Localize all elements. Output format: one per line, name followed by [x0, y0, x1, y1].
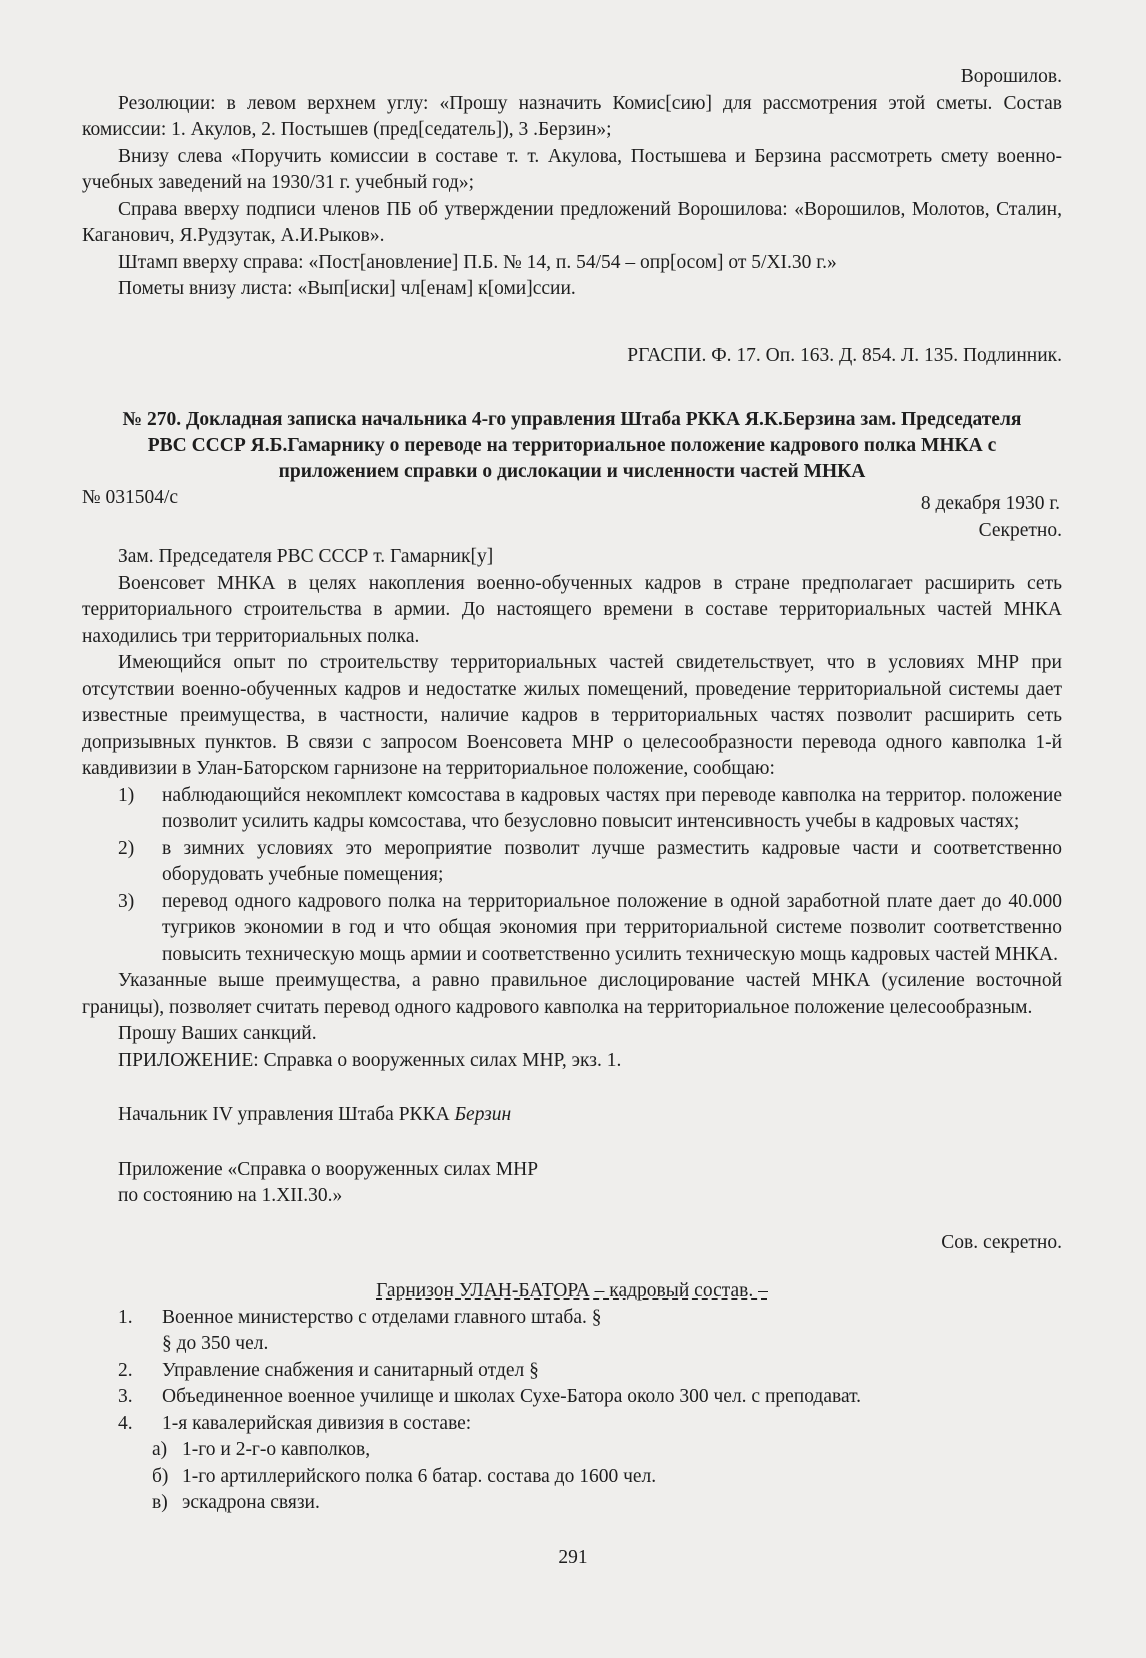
list-item	[82, 1358, 1062, 1385]
bracket-note: § до 350 чел.	[162, 1333, 269, 1354]
resolution-1: Резолюции: в левом верхнем углу: «Прошу назначить Комис[сию] для рассмотрения этой сметы. Состав комиссии: 1. Акулов, 2. Постышев (пред[седатель]), 3 .Берзин»;	[82, 92, 1062, 140]
item-marker: 1.	[118, 1306, 133, 1328]
sub-list-item	[82, 1490, 1062, 1517]
appendix-title-2: по состоянию на 1.XII.30.»	[118, 1185, 343, 1206]
item-text: Военное министерство с отделами главного штаба. §	[162, 1306, 602, 1328]
list-item	[82, 1411, 1062, 1438]
item-text: 1-го артиллерийского полка 6 батар. состава до 1600 чел.	[182, 1465, 657, 1487]
signer-name: Берзин	[454, 1104, 512, 1125]
signature-block	[82, 1102, 1062, 1129]
list-item	[82, 836, 1062, 889]
top-secret-mark: Сов. секретно.	[941, 1231, 1062, 1253]
document-date: 8 декабря 1930 г.	[920, 493, 1060, 514]
item-text: наблюдающийся некомплект комсостава в кадровых частях при переводе кавполка на территор. положение позволит усилить кадры комсостава, что безусловно повысит интенсивность учебы в кадровых частях;	[162, 784, 1062, 832]
points-list	[82, 783, 1062, 969]
list-item	[82, 783, 1062, 836]
appendix-title-1: Приложение «Справка о вооруженных силах МНР	[118, 1158, 539, 1180]
item-marker: б)	[152, 1465, 169, 1487]
resolution-2: Внизу слева «Поручить комиссии в составе т. т. Акулова, Постышева и Берзина рассмотреть смету военно-учебных заведений на 1930/31 г. учебный год»;	[82, 145, 1062, 193]
item-text: перевод одного кадрового полка на территориальное положение в одной заработной плате дает до 40.000 тугриков экономии в год и что общая экономия при территориальной системе позволит соответственно повысить техническую мощь армии и соответственно усилить техническую мощь кадровых частей МНКА.	[162, 890, 1062, 965]
garrison-list	[82, 1305, 1062, 1517]
list-item	[82, 889, 1062, 969]
item-text: 1-го и 2-г-о кавполков,	[182, 1439, 371, 1460]
garrison-heading	[82, 1278, 1062, 1305]
signer-title: Начальник IV управления Штаба РККА	[118, 1104, 450, 1125]
addressee: Зам. Председателя РВС СССР т. Гамарник[у]	[118, 546, 494, 567]
item-text: эскадрона связи.	[182, 1492, 320, 1513]
item-marker: 2)	[118, 837, 135, 859]
item-marker: 2.	[118, 1359, 133, 1381]
archive-reference: РГАСПИ. Ф. 17. Оп. 163. Д. 854. Л. 135. Подлинник.	[627, 344, 1062, 366]
resolution-3: Справа вверху подписи членов ПБ об утверждении предложений Ворошилова: «Ворошилов, Молотов, Сталин, Каганович, Я.Рудзутак, А.И.Рыков».	[82, 198, 1062, 246]
paragraph-2: Имеющийся опыт по строительству территориальных частей свидетельствует, что в условиях МНР при отсутствии военно-обученных кадров и недостатке жилых помещений, проведение территориальной системы дает известные преимущества, в частности, наличие кадров в территориальных частях позволит расширить сеть допризывных пунктов. В связи с запросом Военсовета МНР о целесообразности перевода одного кавполка 1-й кавдивизии в Улан-Баторском гарнизоне на территориальное положение, сообщаю:	[82, 652, 1062, 779]
item-text: Объединенное военное училище и школах Сухе-Батора около 300 чел. с преподават.	[162, 1386, 862, 1407]
item-marker: 1)	[118, 784, 135, 806]
resolution-4: Штамп вверху справа: «Пост[ановление] П.Б. № 14, п. 54/54 – опр[осом] от 5/XI.30 г.»	[118, 251, 837, 273]
item-text: в зимних условиях это мероприятие позволит лучше разместить кадровые части и соответственно оборудовать учебные помещения;	[162, 837, 1062, 885]
page-number: 291	[558, 1547, 588, 1568]
attachment-line: ПРИЛОЖЕНИЕ: Справка о вооруженных силах МНР, экз. 1.	[118, 1049, 622, 1071]
list-item	[82, 1305, 1062, 1332]
sub-list-item	[82, 1437, 1062, 1464]
item-marker: 3)	[118, 890, 135, 912]
item-marker: 3.	[118, 1386, 133, 1407]
list-item	[82, 1384, 1062, 1411]
bracket-note-row	[82, 1331, 1062, 1358]
resolution-5: Пометы внизу листа: «Вып[иски] чл[енам] к[оми]ссии.	[118, 278, 576, 299]
item-marker: а)	[152, 1439, 168, 1460]
garrison-heading-text: Гарнизон УЛАН-БАТОРА – кадровый состав. –	[376, 1280, 768, 1301]
item-marker: 4.	[118, 1412, 133, 1434]
sub-list-item	[82, 1464, 1062, 1491]
secrecy-mark: Секретно.	[978, 519, 1062, 541]
request-line: Прошу Ваших санкций.	[118, 1023, 317, 1044]
paragraph-1: Военсовет МНКА в целях накопления военно-обученных кадров в стране предполагает расширить сеть территориального строительства в армии. До настоящего времени в составе территориальных частей МНКА находились три территориальных полка.	[82, 572, 1062, 647]
document-title: № 270. Докладная записка начальника 4-го управления Штаба РККА Я.К.Берзина зам. Председателя РВС СССР Я.Б.Гамарнику о переводе на территориальное положение кадрового полка МНКА с приложением справки о дислокации и численности частей МНКА	[122, 409, 1022, 482]
item-text: Управление снабжения и санитарный отдел §	[162, 1359, 539, 1381]
document-number: № 031504/с	[82, 487, 179, 508]
item-marker: в)	[152, 1492, 168, 1513]
signature-voroshilov: Ворошилов.	[960, 66, 1062, 87]
page-content	[82, 64, 1062, 1517]
paragraph-3: Указанные выше преимущества, а равно правильное дислоцирование частей МНКА (усиление восточной границы), позволяет считать перевод одного кадрового кавполка на территориальное положение целесообразным.	[82, 970, 1062, 1018]
number-date-row	[82, 485, 1062, 518]
item-text: 1-я кавалерийская дивизия в составе:	[162, 1412, 472, 1434]
